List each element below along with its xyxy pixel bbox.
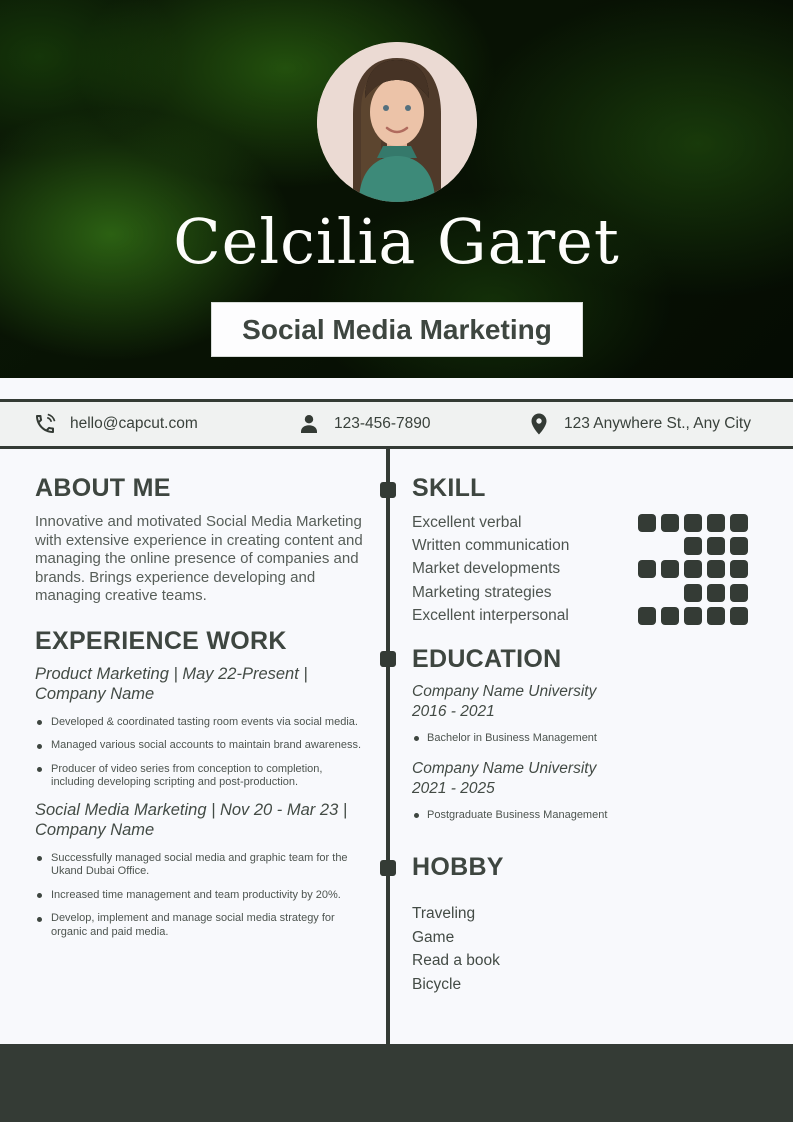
job-title-text: Social Media Marketing <box>242 313 552 345</box>
email-text[interactable]: hello@capcut.com <box>70 415 198 432</box>
skill-square <box>638 560 656 578</box>
contact-phone <box>297 402 431 446</box>
job-title: Social Media Marketing | Nov 20 - Mar 23 | Company Name <box>35 800 348 839</box>
education-heading: EDUCATION <box>412 645 562 674</box>
skill-square <box>638 514 656 532</box>
skill-square <box>730 537 748 555</box>
skill-square <box>684 560 702 578</box>
job-title-banner <box>211 302 583 357</box>
contact-email <box>33 402 198 446</box>
skill-label: Excellent interpersonal <box>412 606 569 624</box>
skill-square <box>661 607 679 625</box>
skill-square <box>684 584 702 602</box>
skill-level-squares <box>684 584 748 602</box>
phone-text[interactable]: 123-456-7890 <box>334 415 431 432</box>
hobby-heading: HOBBY <box>412 853 504 882</box>
main-content <box>0 449 793 1044</box>
job-bullet: Developed & coordinated tasting room events via social media. <box>35 716 365 730</box>
skill-square <box>730 584 748 602</box>
experience-heading: EXPERIENCE WORK <box>35 626 287 655</box>
education-section-marker <box>380 651 396 667</box>
skill-square <box>707 560 725 578</box>
location-pin-icon <box>527 412 551 436</box>
person-icon <box>297 412 321 436</box>
candidate-name: Celcilia Garet <box>173 205 620 278</box>
skill-square <box>707 537 725 555</box>
about-text: Innovative and motivated Social Media Marketing with extensive experience in creating content and managing the online presence of companies and brands. Brings experience developing and managing creative teams. <box>35 513 363 605</box>
skill-row <box>412 511 748 534</box>
job-bullet: Producer of video series from conception to completion, including developing scripting and post-production. <box>35 763 365 790</box>
school-years: 2016 - 2021 <box>412 702 495 720</box>
skill-section-marker <box>380 482 396 498</box>
skill-label: Marketing strategies <box>412 583 552 601</box>
skill-label: Written communication <box>412 536 570 554</box>
about-heading: ABOUT ME <box>35 474 171 502</box>
education-school <box>412 682 748 721</box>
skill-row <box>412 604 748 627</box>
profile-photo <box>317 42 477 202</box>
skill-square <box>684 514 702 532</box>
hobby-list <box>412 902 748 996</box>
skill-level-squares <box>638 607 748 625</box>
hobby-item: Bicycle <box>412 975 462 993</box>
job-bullets <box>35 716 365 790</box>
job-bullet: Managed various social accounts to maintain brand awareness. <box>35 739 365 753</box>
school-name: Company Name University <box>412 683 597 701</box>
education-degree: Postgraduate Business Management <box>412 808 748 822</box>
footer-bar <box>0 1044 793 1122</box>
hobby-item: Game <box>412 928 455 946</box>
address-text[interactable]: 123 Anywhere St., Any City <box>564 415 751 432</box>
avatar <box>317 42 477 202</box>
skill-square <box>638 607 656 625</box>
hobby-item: Traveling <box>412 905 476 923</box>
skill-row <box>412 581 748 604</box>
hobby-item: Read a book <box>412 952 500 970</box>
education-degree: Bachelor in Business Management <box>412 731 748 745</box>
job-bullet: Develop, implement and manage social media strategy for organic and paid media. <box>35 912 365 939</box>
hobby-section-marker <box>380 860 396 876</box>
skill-square <box>730 607 748 625</box>
left-column <box>35 473 365 949</box>
job-title: Product Marketing | May 22-Present | Company Name <box>35 664 308 703</box>
skill-level-squares <box>638 560 748 578</box>
skill-heading: SKILL <box>412 474 486 502</box>
skill-row <box>412 558 748 581</box>
skill-square <box>707 514 725 532</box>
contact-bar <box>0 399 793 449</box>
school-name: Company Name University <box>412 760 597 778</box>
skill-label: Excellent verbal <box>412 513 522 531</box>
skill-square <box>730 514 748 532</box>
education-school <box>412 759 748 798</box>
job-bullet: Successfully managed social media and graphic team for the Ukand Dubai Office. <box>35 852 365 879</box>
phone-ring-icon <box>33 412 57 436</box>
right-column <box>412 473 748 996</box>
column-divider <box>386 449 390 1044</box>
skill-level-squares <box>684 537 748 555</box>
skill-square <box>684 537 702 555</box>
school-years: 2021 - 2025 <box>412 779 495 797</box>
job-bullets <box>35 852 365 940</box>
skill-row <box>412 534 748 557</box>
contact-address <box>527 402 751 446</box>
skill-square <box>707 584 725 602</box>
skill-list <box>412 511 748 627</box>
skill-square <box>730 560 748 578</box>
skill-square <box>684 607 702 625</box>
skill-level-squares <box>638 514 748 532</box>
skill-square <box>707 607 725 625</box>
job-bullet: Increased time management and team productivity by 20%. <box>35 889 365 903</box>
skill-label: Market developments <box>412 560 561 578</box>
skill-square <box>661 560 679 578</box>
skill-square <box>661 514 679 532</box>
header-banner <box>0 0 793 378</box>
